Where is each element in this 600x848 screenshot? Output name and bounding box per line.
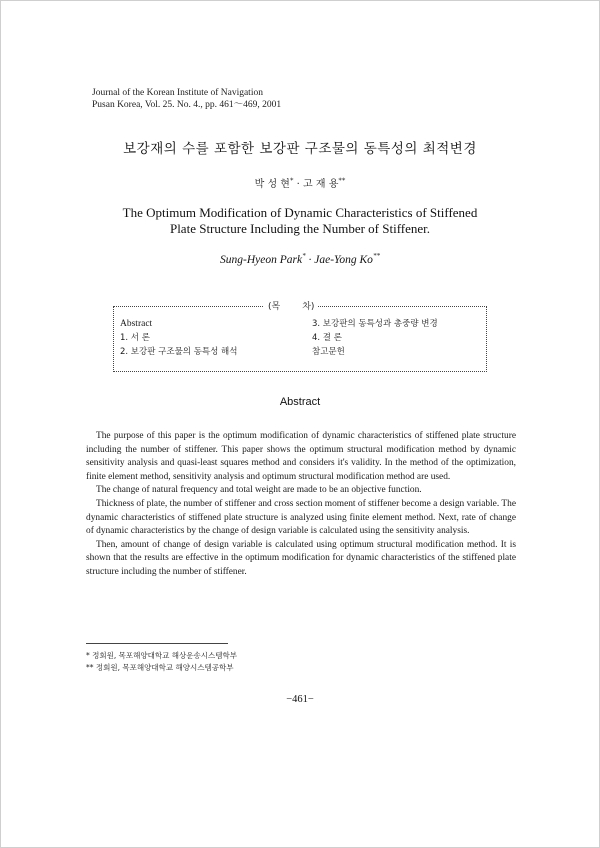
toc-item: 1. 서 론	[120, 333, 150, 343]
paper-title-korean: 보강재의 수를 포함한 보강판 구조물의 동특성의 최적변경	[123, 141, 477, 157]
abstract-paragraph: Then, amount of change of design variable is calculated using optimum structural modification method. It is shown that the results are effective in the optimum modification for dynamic characteristics of the stiffened plate structure including the number of stiffener.	[86, 539, 516, 577]
author-1-mark: *	[289, 176, 294, 185]
table-of-contents	[113, 302, 487, 372]
toc-heading	[264, 299, 318, 312]
authors-english	[0, 254, 600, 266]
author-en-separator: ·	[305, 254, 315, 266]
toc-item: 참고문헌	[312, 347, 345, 357]
toc-item: 2. 보강판 구조물의 동특성 해석	[120, 347, 238, 357]
abstract-heading: Abstract	[279, 396, 321, 408]
toc-item: Abstract	[120, 319, 153, 329]
abstract-paragraph: Thickness of plate, the number of stiffener and cross section moment of stiffener become a design variable. The dynamic characteristics of stiffened plate structure is analyzed using finite element method. Next, rate of change of dynamic characteristics by the change of design variable is calculated using the sensitivity analysis.	[86, 498, 516, 537]
abstract-body	[86, 430, 516, 580]
toc-heading-open: (목	[268, 302, 281, 312]
author-1-english: Sung-Hyeon Park	[220, 254, 303, 266]
author-2-en-mark: **	[372, 252, 380, 261]
title-line-2: Plate Structure Including the Number of Stiffener.	[169, 221, 431, 236]
authors-korean	[0, 175, 600, 190]
footnotes	[86, 650, 237, 674]
author-1-en-mark: *	[302, 252, 306, 261]
paper-title-english	[0, 205, 600, 237]
footnote: * 정회원, 목포해양대학교 해상운송시스템학부	[86, 651, 237, 660]
author-2-korean: 고 재 용	[303, 179, 339, 190]
abstract-paragraph: The change of natural frequency and total weight are made to be an objective function.	[96, 485, 422, 496]
page-number: −461−	[286, 694, 314, 705]
journal-name: Journal of the Korean Institute of Navigation	[92, 88, 263, 98]
toc-heading-close: 차)	[302, 302, 315, 312]
toc-left-column	[120, 317, 237, 359]
toc-item: 4. 결 론	[312, 333, 342, 343]
author-separator: ·	[293, 179, 304, 190]
footnote: ** 정회원, 목포해양대학교 해양시스템공학부	[86, 663, 234, 672]
author-2-mark: **	[338, 176, 346, 185]
journal-header	[92, 87, 281, 111]
toc-item: 3. 보강판의 동특성과 총중량 변경	[312, 319, 438, 329]
footnote-divider	[86, 643, 228, 644]
author-2-english: Jae-Yong Ko	[314, 254, 373, 266]
author-1-korean: 박 성 현	[254, 179, 290, 190]
abstract-paragraph: The purpose of this paper is the optimum modification of dynamic characteristics of stiffened plate structure including the number of stiffener. This paper shows the optimum structural modification method by dynamic sensitivity analysis and quasi-least squares method and considers it's validity. In the method of the optimization, finite element method, sensitivity analysis and optimum structural modification method are used.	[86, 431, 516, 482]
title-line-1: The Optimum Modification of Dynamic Characteristics of Stiffened	[122, 205, 478, 220]
journal-volume: Pusan Korea, Vol. 25. No. 4., pp. 461～469, 2001	[92, 100, 282, 110]
toc-right-column	[312, 317, 438, 359]
